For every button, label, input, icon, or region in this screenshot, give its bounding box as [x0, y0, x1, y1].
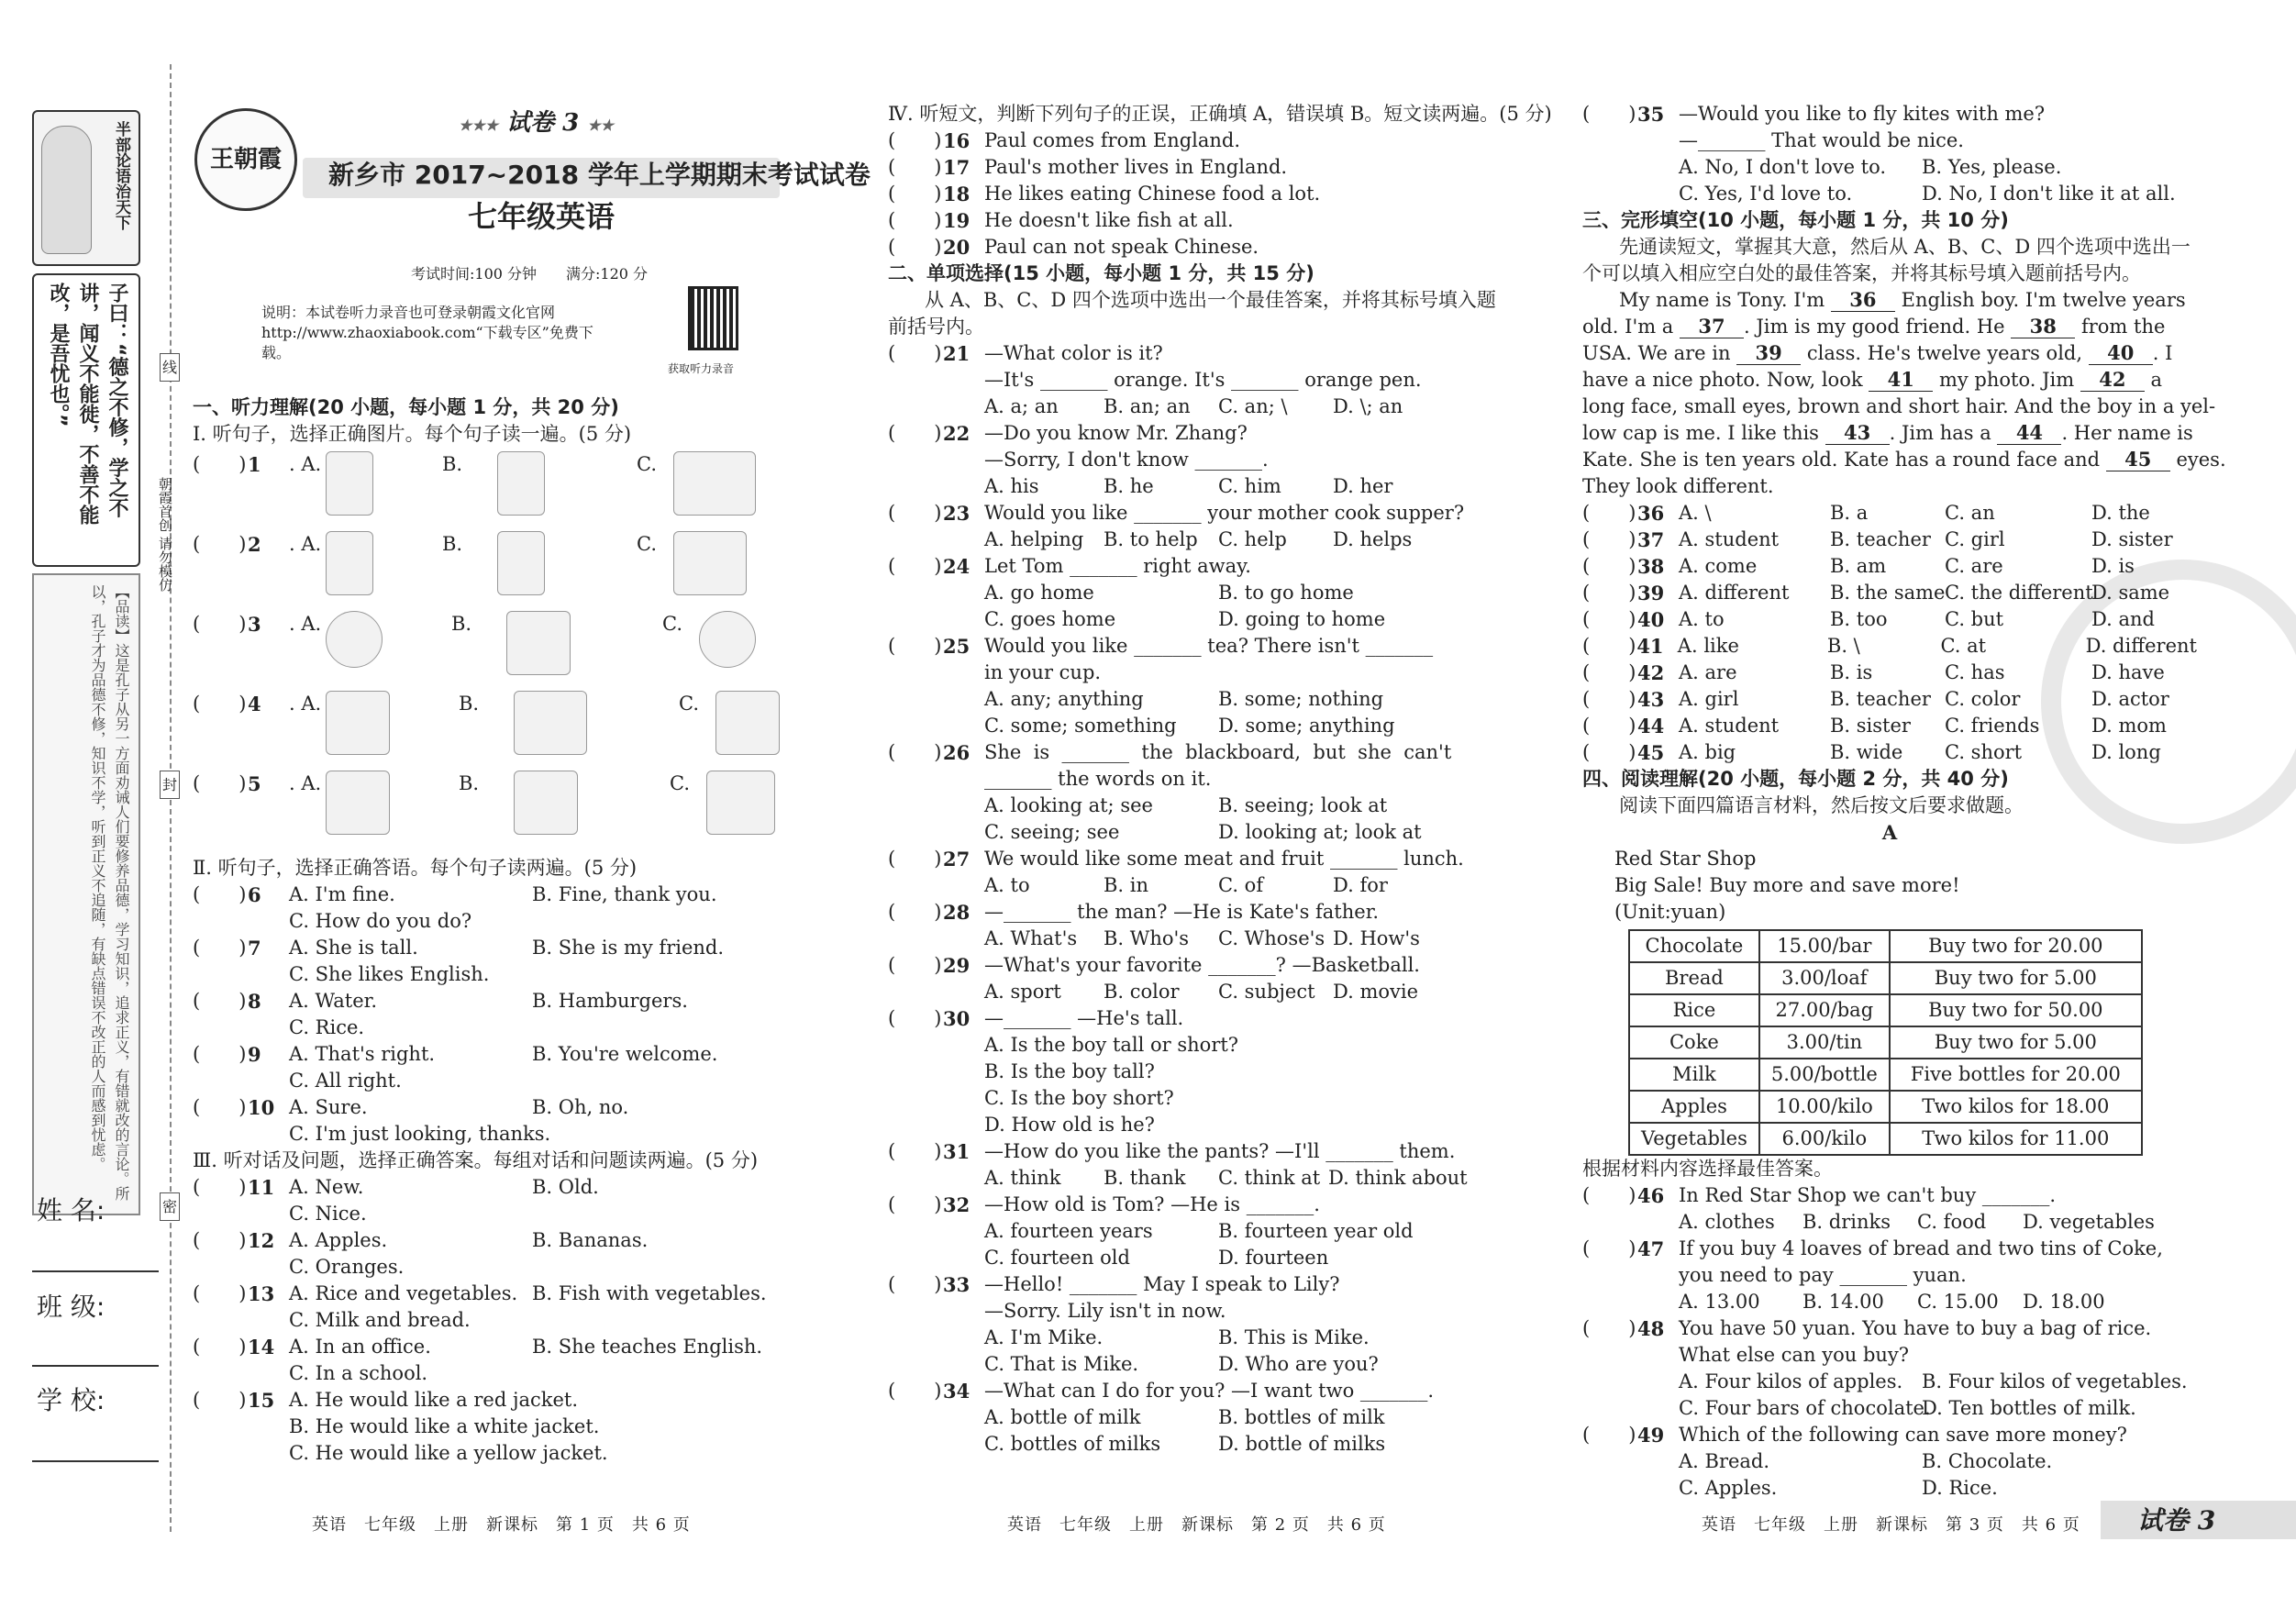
page-footer-1: 英语 七年级 上册 新课标 第 1 页 共 6 页 [312, 1515, 691, 1535]
comment-block [32, 573, 140, 1215]
question: ( ) 17 Paul's mother lives in England. [888, 156, 1288, 179]
question: ( ) 13 A. Rice and vegetables. B. Fish with vegetables. C. Milk and bread. [193, 1282, 767, 1331]
seal-text: 朝霞首创 请勿模仿 [157, 477, 173, 592]
question: ( ) 10 A. Sure. B. Oh, no. C. I'm just looking, thanks. [193, 1096, 629, 1145]
qr-code[interactable] [688, 286, 738, 350]
question: ( ) 7 A. She is tall. B. She is my friend. C. She likes English. [193, 937, 725, 985]
sidebar [28, 64, 147, 1201]
question: ( ) 34 —What can I do for you? —I want two _______. A. bottle of milk B. bottles of milk C. bottles of milks D. bottle of milks [888, 1380, 1435, 1455]
question: ( ) 33 —Hello! _______ May I speak to Lily? —Sorry. Lily isn't in now. A. I'm Mike. B. This is Mike. C. That is Mike. D. Who are you? [888, 1273, 1379, 1375]
question: ( ) 21 —What color is it? —It's _______ orange. It's _______ orange pen. A. a; an B. an; an C. an; \ D. \; an [888, 342, 1422, 417]
question-number: 5 [248, 772, 261, 795]
picture-option[interactable] [699, 611, 756, 668]
question: ( ) 26 She is _______ the blackboard, but she can't _______ the words on it. A. looking at; see B. seeing; look at C. seeing; see D. looking at; look at [888, 741, 1452, 843]
question: ( ) 35 —Would you like to fly kites with me? —_______ That would be nice. A. No, I don't love to. B. Yes, please. C. Yes, I'd love to. D. No, I don't like it at all. [1582, 103, 2176, 205]
question: ( ) 22 —Do you know Mr. Zhang? —Sorry, I don't know _______. A. his B. he C. him D. her [888, 422, 1393, 497]
cloze-blank[interactable]: 42 [2080, 369, 2145, 392]
price-table [1628, 929, 2143, 1156]
column-2: Ⅳ. 听短文，判断下列句子的正误，正确填 A，错误填 B。短文读两遍。(5 分) ( ) 16 Paul comes from England. ( ) 17 Paul's mother lives in England. ( ) 18 He likes eating Chinese food a lot. ( ) 19 He doesn't like fish at all. ( ) 20 Paul can not speak Chinese. 二、单项选择(15 小题，每小题 1 分，共 15 分) 从 A、B、C、D 四个选项中选出一个最佳答案，并将其标号填入题 前括号内。 ( ) 21 —What color is it? —It's _______ orange. It's _______ orange pen. A. a; an B. an; an C. an; \ D. \; an ( ) 22 —Do you know Mr. Zhang? —Sorry, I don't know _______. A. his B. he C. him D. her ( ) 23 Would you like _______ your mother cook supper? A. helping B. to help C. help D. helps ( ) 24 Let Tom _______ right away. A. go home B. to go home C. goes home D. going to home ( ) 25 Would you like _______ tea? There isn't _______ in your cup. A. any; anything B. some; nothing C. some; something D. some; anything ( ) 26 She is _______ the blackboard, but she can't _______ the words on it. A. looking at; see B. seeing; look at C. seeing; see D. looking at; look at ( ) 27 We would like some meat and fruit _______ lunch. A. to B. in C. of D. for ( ) 28 —_______ the man? —He is Kate's father. A. What's B. Who's C. Whose's D. How's ( ) 29 —What's your favorite _______? —Basketball. A. sport B. color C. subject D. movie ( ) 30 —_______ —He's tall. A. Is the boy tall or short? B. Is the boy tall? C. Is the boy short? D. How old is he? ( ) 31 —How do you like the pants? —I'll _______ them. A. think B. thank C. think at D. think about ( ) 32 —How old is Tom? —He is _______. A. fourteen years B. fourteen year old C. fourteen old D. fourteen ( ) 33 —Hello! _______ May I speak to Lily? —Sorry. Lily isn't in now. A. I'm Mike. B. This is Mike. C. That is Mike. D. Who are you? ( ) 34 —What can I do for you? —I want two _______. A. bottle of milk B. bottles of milk C. bottles of milks D. bottle of milks [888, 101, 1512, 1458]
question: ( ) 20 Paul can not speak Chinese. [888, 236, 1259, 259]
class-label: 班 级: [37, 1292, 105, 1322]
table-row: Chocolate 15.00/bar Buy two for 20.00 [1629, 930, 2142, 962]
question: ( ) 47 If you buy 4 loaves of bread and two tins of Coke, you need to pay _______ yuan. A. 13.00 B. 14.00 C. 15.00 D. 18.00 [1582, 1237, 2163, 1313]
table-row: Milk 5.00/bottle Five bottles for 20.00 [1629, 1059, 2142, 1091]
logo-text: 王朝霞 [209, 145, 282, 173]
question-number: 2 [248, 533, 261, 556]
question: ( ) 14 A. In an office. B. She teaches English. C. In a school. [193, 1336, 763, 1384]
paper-tag-text: 试卷 3 [506, 109, 580, 137]
section-4-title: 四、阅读理解(20 小题，每小题 2 分，共 40 分) [1582, 768, 2009, 790]
question: ( ) 19 He doesn't like fish at all. [888, 209, 1234, 232]
download-note: 说明：本试卷听力录音也可登录朝霞文化官网 http://www.zhaoxiabook.com“下载专区”免费下载。 [261, 304, 593, 361]
qr-label: 获取听力录音 [668, 362, 735, 375]
column-3: ( ) 35 —Would you like to fly kites with me? —_______ That would be nice. A. No, I don't love to. B. Yes, please. C. Yes, I'd love to. D. No, I don't like it at all. 三、完形填空(10 小题，每小题 1 分，共 10 分) 先通读短文，掌握其大意，然后从 A、B、C、D 四个选项中选出一 个可以填入相应空白处的最佳答案，并将其标号填入题前括号内。 My name is Tony. I'm 36 English boy. I'm twelve years old. I'm a 37 . Jim is my good friend. He 38 from the USA. We are in 39 class. He's twelve years old, 40 . I have a nice photo. Now, look 41 my photo. Jim 42 a long face, small eyes, brown and short hair. And the boy in a yel- low cap is me. I like this 43 . Jim has a 44 . Her name is Kate. She is ten years old. Kate has a round face and 45 eyes. They look different. ( ) 36 A. \ B. a C. an D. the ( ) 37 A. student B. teacher C. girl D. sister ( ) 38 A. come B. am C. are D. is ( ) 39 A. different B. the same C. the different D. same ( ) 40 A. to B. too C. but D. and ( ) 41 A. like B. \ C. at D. different ( ) 42 A. are B. is C. has D. have ( ) 43 A. girl B. teacher C. color D. actor ( ) 44 A. student B. sister C. friends D. mom ( ) 45 A. big B. wide C. short D. long 四、阅读理解(20 小题，每小题 2 分，共 40 分) 阅读下面四篇语言材料，然后按文后要求做题。 A Red Star Shop Big Sale! Buy more and save more! (Unit:yuan) Chocolate 15.00/bar Buy two for 20.00 Bread 3.00/loaf Buy two for 5.00 Rice 27.00/bag Buy two for 50.00 Coke 3.00/tin Buy two for 5.00 Milk 5.00/bottle Five bottles for 20.00 Apples 10.00/kilo Two kilos for 18.00 Vegetables 6.00/kilo Two kilos for 11.00 根据材料内容选择最佳答案。 ( ) 46 In Red Star Shop we can't buy _______. A. clothes B. drinks C. food D. vegetables ( ) 47 If you buy 4 loaves of bread and two tins of Coke, you need to pay _______ yuan. A. 13.00 B. 14.00 C. 15.00 D. 18.00 ( ) 48 You have 50 yuan. You have to buy a bag of rice. What else can you buy? A. Four kilos of apples. B. Four kilos of vegetables. C. Four bars of chocolate.D. Ten bottles of milk. ( ) 49 Which of the following can save more money? A. Bread. B. Chocolate. C. Apples. D. Rice. [1582, 101, 2197, 1502]
question: ( ) 24 Let Tom _______ right away. A. go home B. to go home C. goes home D. going to home [888, 555, 1386, 630]
question: ( ) 32 —How old is Tom? —He is _______. A. fourteen years B. fourteen year old C. fourteen old D. fourteen [888, 1193, 1414, 1269]
table-row: Vegetables 6.00/kilo Two kilos for 11.00 [1629, 1123, 2142, 1155]
question: ( ) 1 . A. B. C. [193, 451, 826, 531]
time-info: 考试时间:100 分钟 满分:120 分 [411, 265, 649, 283]
question: ( ) 27 We would like some meat and fruit _______ lunch. A. to B. in C. of D. for [888, 848, 1464, 896]
quote-text: 子曰：“德之不修，学之不讲，闻义不能徙，不善不能改，是吾忧也。” [47, 283, 128, 525]
question: ( ) 23 Would you like _______ your mother cook supper? A. helping B. to help C. help D. helps [888, 502, 1465, 550]
cut-mark-1: 线 [160, 353, 180, 382]
question: ( ) 11 A. New. B. Old. C. Nice. [193, 1176, 599, 1225]
table-row: Rice 27.00/bag Buy two for 50.00 [1629, 994, 2142, 1026]
star-icon: ★★ [587, 116, 614, 134]
page-footer-3: 英语 七年级 上册 新课标 第 3 页 共 6 页 [1702, 1515, 2080, 1535]
name-field[interactable] [32, 1270, 159, 1272]
picture-option[interactable] [326, 771, 390, 835]
cloze-blank[interactable]: 36 [1831, 289, 1895, 312]
question: ( ) 16 Paul comes from England. [888, 129, 1241, 152]
question: ( ) 25 Would you like _______ tea? There isn't _______ in your cup. A. any; anything B. some; nothing C. some; something D. some; anything [888, 635, 1434, 737]
part-3-title: Ⅲ. 听对话及问题，选择正确答案。每组对话和问题读两遍。(5 分) [193, 1149, 759, 1171]
question: ( ) 6 A. I'm fine. B. Fine, thank you. C. How do you do? [193, 883, 717, 932]
question: ( ) 3 . A. B. C. [193, 611, 826, 691]
picture-option[interactable] [326, 611, 383, 668]
question: ( ) 18 He likes eating Chinese food a lot. [888, 183, 1321, 205]
question: ( ) 9 A. That's right. B. You're welcome. C. All right. [193, 1043, 718, 1092]
section-1-title: 一、听力理解(20 小题，每小题 1 分，共 20 分) [193, 396, 619, 418]
table-row: Bread 3.00/loaf Buy two for 5.00 [1629, 962, 2142, 994]
picture-option[interactable] [326, 531, 373, 595]
part-4-title: Ⅳ. 听短文，判断下列句子的正误，正确填 A，错误填 B。短文读两遍。(5 分) [888, 103, 1552, 125]
paper-tag [459, 110, 614, 139]
question: ( ) 5 . A. B. C. [193, 771, 826, 855]
section-3-title: 三、完形填空(10 小题，每小题 1 分，共 10 分) [1582, 209, 2009, 231]
unit-note: (Unit:yuan) [1614, 901, 1726, 923]
corner-tag [2101, 1501, 2296, 1539]
cloze-blank[interactable]: 38 [2011, 316, 2075, 338]
picture-option[interactable] [715, 691, 780, 755]
name-label: 姓 名: [37, 1195, 105, 1225]
school-field[interactable] [32, 1460, 159, 1462]
sale-slogan: Big Sale! Buy more and save more! [1614, 874, 1960, 896]
cloze-options: ( ) 36 A. \ B. a C. an D. the ( ) 37 A. student B. teacher C. girl D. sister ( ) 38 A. come B. am C. are D. is ( ) 39 A. different B. the same C. the different D. same ( ) 40 A. to B. too C. but D. and ( ) 41 A. like B. \ C. at D. different ( ) 42 A. are B. is C. has D. have ( ) 43 A. girl B. teacher C. color D. actor ( ) 44 A. student B. sister C. friends D. mom ( ) 45 A. big B. wide C. short D. long [1582, 502, 2197, 764]
picture-option[interactable] [673, 451, 756, 516]
picture-option[interactable] [326, 451, 373, 516]
cut-mark-2: 封 [160, 771, 180, 799]
cloze-blank[interactable]: 40 [2089, 342, 2153, 365]
class-field[interactable] [32, 1365, 159, 1367]
corner-tag-text: 试卷 3 [2137, 1504, 2216, 1536]
confucius-figure [41, 126, 92, 254]
table-row: Coke 3.00/tin Buy two for 5.00 [1629, 1026, 2142, 1059]
cloze-blank[interactable]: 44 [1997, 422, 2061, 445]
logo-badge [194, 108, 297, 211]
section-2-title: 二、单项选择(15 小题，每小题 1 分，共 15 分) [888, 262, 1314, 284]
question: ( ) 30 —_______ —He's tall. A. Is the boy tall or short? B. Is the boy tall? C. Is the boy short? D. How old is he? [888, 1007, 1239, 1136]
picture-questions [193, 451, 826, 855]
exam-title: 新乡市 2017~2018 学年上学期期末考试试卷 [328, 160, 871, 190]
subject-title: 七年级英语 [468, 199, 616, 234]
question: ( ) 31 —How do you like the pants? —I'll _______ them. A. think B. thank C. think at D. think about [888, 1140, 1468, 1189]
part-1-title: Ⅰ. 听句子，选择正确图片。每个句子读一遍。(5 分) [193, 423, 632, 445]
question-number: 4 [248, 693, 261, 715]
picture-option[interactable] [506, 611, 571, 675]
question: ( ) 4 . A. B. C. [193, 691, 826, 771]
part-2-title: Ⅱ. 听句子，选择正确答语。每个句子读两遍。(5 分) [193, 857, 638, 879]
comment-text: 【品读】这是孔子从另一方面劝诫人们要修养品德，学习知识，追求正义，有错就改的言论。所以，孔子才为品德不修，知识不学，听到正义不追随，有缺点错误不改正的人而感到忧虑。 [89, 584, 130, 1201]
school-label: 学 校: [37, 1385, 105, 1415]
question: ( ) 2 . A. B. C. [193, 531, 826, 611]
question: ( ) 12 A. Apples. B. Bananas. C. Oranges. [193, 1229, 649, 1278]
cloze-passage: My name is Tony. I'm 36 English boy. I'm twelve years old. I'm a 37 . Jim is my good friend. He 38 from the USA. We are in 39 class. He's twelve years old, 40 . I have a nice photo. Now, look 41 my photo. Jim 42 a long face, small eyes, brown and short hair. And the boy in a yel- low cap is me. I like this 43 . Jim has a 44 . Her name is Kate. She is ten years old. Kate has a round face and 45 eyes. They look different. [1582, 288, 2226, 497]
cloze-blank[interactable]: 41 [1869, 369, 1933, 392]
picture-option[interactable] [673, 531, 747, 595]
column-1 [193, 394, 826, 1467]
picture-option[interactable] [326, 691, 390, 755]
picture-option[interactable] [514, 691, 587, 755]
cut-mark-3: 密 [160, 1192, 180, 1221]
cloze-blank[interactable]: 39 [1736, 342, 1801, 365]
picture-option[interactable] [497, 531, 545, 595]
page-footer-2: 英语 七年级 上册 新课标 第 2 页 共 6 页 [1007, 1515, 1386, 1535]
picture-option[interactable] [497, 451, 545, 516]
table-row: Apples 10.00/kilo Two kilos for 18.00 [1629, 1091, 2142, 1123]
motto-text: 半部论语治天下 [112, 121, 130, 230]
quote-block [32, 273, 140, 567]
picture-option[interactable] [514, 771, 578, 835]
question: ( ) 28 —_______ the man? —He is Kate's father. A. What's B. Who's C. Whose's D. How's [888, 901, 1420, 949]
cloze-blank[interactable]: 43 [1825, 422, 1890, 445]
star-icon: ★★★ [459, 116, 499, 134]
passage-label: A [1881, 821, 1898, 844]
picture-option[interactable] [706, 771, 775, 835]
question: ( ) 29 —What's your favorite _______? —Basketball. A. sport B. color C. subject D. movie [888, 954, 1420, 1003]
motto-block [32, 110, 140, 266]
cloze-blank[interactable]: 37 [1680, 316, 1744, 338]
question: ( ) 15 A. He would like a red jacket. B. He would like a white jacket. C. He would like a yellow jacket. [193, 1389, 608, 1464]
question: ( ) 46 In Red Star Shop we can't buy _______. A. clothes B. drinks C. food D. vegetables [1582, 1184, 2155, 1233]
question: ( ) 8 A. Water. B. Hamburgers. C. Rice. [193, 990, 688, 1038]
question: ( ) 48 You have 50 yuan. You have to buy a bag of rice. What else can you buy? A. Four kilos of apples. B. Four kilos of vegetables. C. Four bars of chocolate.D. Ten bottles of milk. [1582, 1317, 2188, 1419]
question-number: 1 [248, 453, 261, 476]
question-number: 3 [248, 613, 261, 636]
question: ( ) 49 Which of the following can save more money? A. Bread. B. Chocolate. C. Apples. D. Rice. [1582, 1424, 2127, 1499]
cloze-blank[interactable]: 45 [2106, 449, 2170, 471]
shop-name: Red Star Shop [1614, 848, 1757, 870]
